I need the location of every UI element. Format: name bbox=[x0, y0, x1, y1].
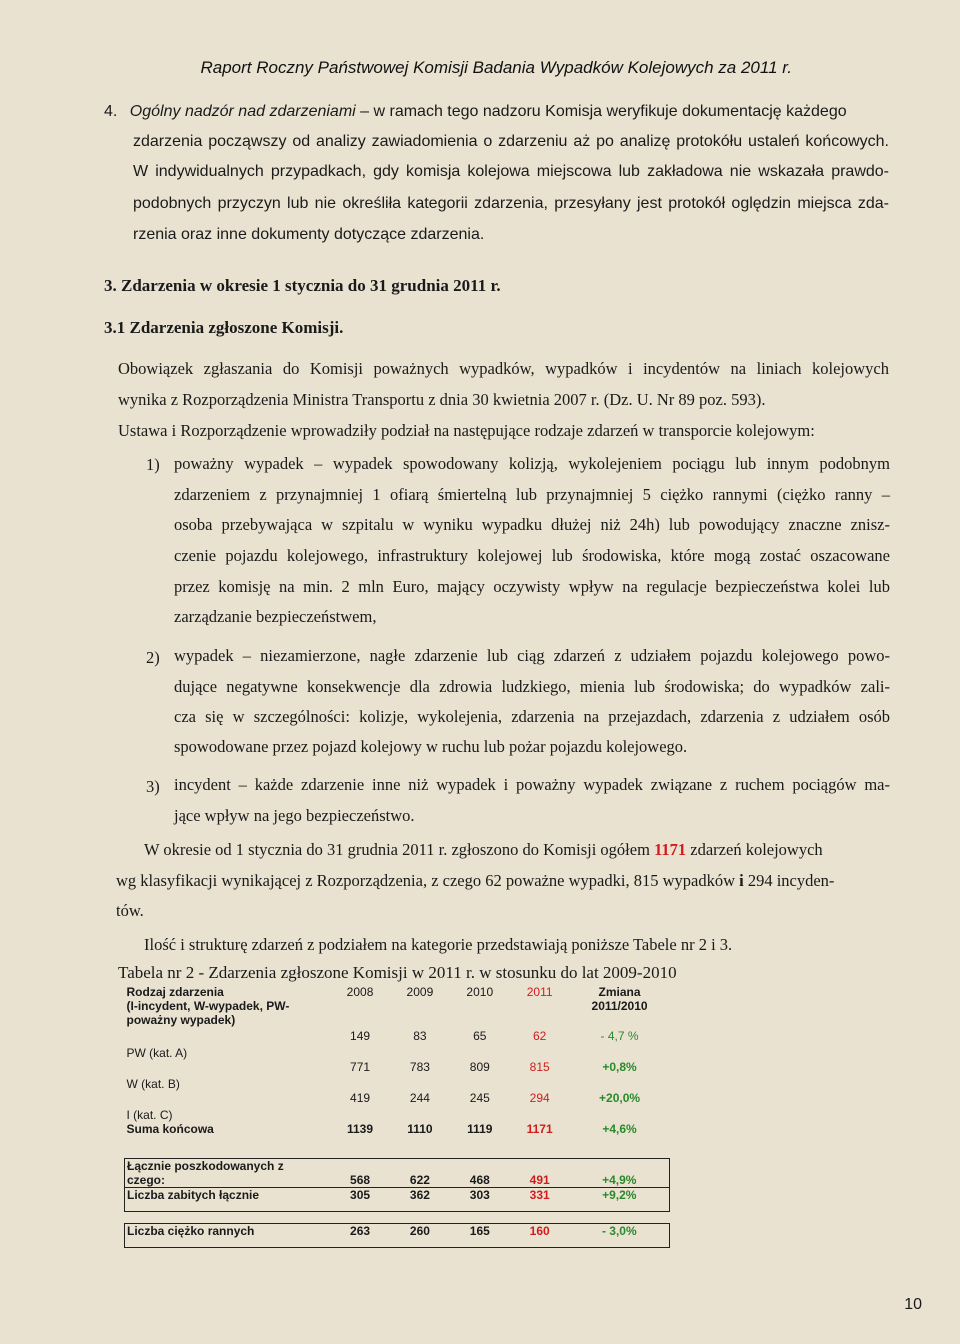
year-header: 2011 bbox=[526, 985, 553, 999]
report-header: Raport Roczny Państwowej Komisji Badania Wypadków Kolejowych za 2011 r. bbox=[200, 58, 792, 77]
header-label: poważny wypadek) bbox=[126, 1013, 236, 1027]
change-cell: - 4,7 % bbox=[600, 1029, 639, 1043]
cell: 83 bbox=[413, 1029, 427, 1043]
injured-label: Łącznie poszkodowanych z bbox=[127, 1158, 284, 1173]
change-cell: +4,6% bbox=[602, 1122, 637, 1136]
intro-line: Ustawa i Rozporządzenie wprowadziły podział na następujące rodzaje zdarzeń w transporcie kolejowym: bbox=[118, 421, 815, 440]
change-cell: - 3,0% bbox=[570, 1223, 670, 1247]
summary-line-1 bbox=[144, 835, 890, 865]
year-header: 2008 bbox=[346, 985, 374, 999]
cell: 1139 bbox=[347, 1122, 374, 1136]
cell: 149 bbox=[350, 1029, 371, 1043]
cell: 294 bbox=[529, 1091, 550, 1105]
list-line: cza się w szczególności: kolizje, wykolejenia, zdarzenia na przejazdach, zdarzenia z udziałem osób bbox=[174, 707, 890, 726]
cell: 303 bbox=[450, 1187, 510, 1211]
table-row bbox=[125, 1029, 670, 1060]
year-header: 2009 bbox=[406, 985, 434, 999]
change-header bbox=[570, 985, 670, 1029]
change-cell: +0,8% bbox=[602, 1060, 637, 1074]
heading-section-3: 3. Zdarzenia w okresie 1 stycznia do 31 grudnia 2011 r. bbox=[104, 276, 501, 295]
list-line: zarządzanie bezpieczeństwem, bbox=[174, 607, 377, 626]
row-label: Liczba ciężko rannych bbox=[125, 1223, 331, 1247]
change-cell: +4,9% bbox=[570, 1158, 670, 1187]
cell: 568 bbox=[330, 1158, 390, 1187]
list-line: zdarzeniem z przynajmniej 1 ofiarą śmiertelną lub przynajmniej 5 ciężko rannymi (ciężko ranny – bbox=[174, 485, 890, 504]
section4-line: podobnych przyczyn lub nie określiła kategorii zdarzenia, przesyłany jest protokół oględzin miejsca zda- bbox=[133, 195, 889, 212]
year-header: 2010 bbox=[466, 985, 494, 999]
list-number: 2) bbox=[146, 648, 160, 667]
cell: 165 bbox=[450, 1223, 510, 1247]
table-row bbox=[125, 1060, 670, 1091]
row-label: W (kat. B) bbox=[126, 1077, 180, 1091]
cell: 362 bbox=[390, 1187, 450, 1211]
change-label: 2011/2010 bbox=[591, 999, 648, 1013]
section4-line: zdarzenia począwszy od analizy zawiadomienia o zdarzeniu aż po analizę protokółu ustaleń końcowych. bbox=[133, 133, 889, 150]
list-number: 3) bbox=[146, 777, 160, 796]
list-line: poważny wypadek – wypadek spowodowany kolizją, wykolejeniem pociągu lub innym podobnym bbox=[174, 454, 890, 473]
list-line: osoba przebywająca w szpitalu w wyniku wypadku dłużej niż 24h) lub powodujący znaczne znisz- bbox=[174, 515, 890, 534]
total-events: 1171 bbox=[654, 840, 687, 859]
cell: 622 bbox=[390, 1158, 450, 1187]
cell: 65 bbox=[473, 1029, 487, 1043]
injured-row bbox=[125, 1158, 670, 1187]
cell: 160 bbox=[510, 1223, 570, 1247]
heading-section-3-1: 3.1 Zdarzenia zgłoszone Komisji. bbox=[104, 318, 344, 337]
cell: 468 bbox=[450, 1158, 510, 1187]
list-line: dujące negatywne konsekwencje dla zdrowia ludzkiego, mienia lub środowiska; do wypadków zali- bbox=[174, 677, 890, 696]
cell: 815 bbox=[529, 1060, 550, 1074]
summary-line-3: tów. bbox=[116, 901, 144, 920]
cell: 771 bbox=[350, 1060, 371, 1074]
summary-text: zdarzeń kolejowych bbox=[686, 840, 823, 859]
list-number: 1) bbox=[146, 455, 160, 474]
cell: 331 bbox=[510, 1187, 570, 1211]
cell: 263 bbox=[330, 1223, 390, 1247]
section4-first-line bbox=[104, 97, 889, 127]
page-number: 10 bbox=[904, 1296, 922, 1313]
table-row bbox=[125, 1091, 670, 1122]
change-cell: +9,2% bbox=[570, 1187, 670, 1211]
change-cell: +20,0% bbox=[599, 1091, 641, 1105]
cell: 491 bbox=[510, 1158, 570, 1187]
summary-text: W okresie od 1 stycznia do 31 grudnia 2011 r. zgłoszono do Komisji ogółem bbox=[144, 840, 655, 859]
list-line: incydent – każde zdarzenie inne niż wypadek i poważny wypadek związane z ruchem pociągów ma- bbox=[174, 775, 890, 794]
list-line: jące wpływ na jego bezpieczeństwo. bbox=[174, 806, 415, 825]
section4-number: 4. bbox=[104, 103, 118, 120]
section4-line: W indywidualnych przypadkach, gdy komisja kolejowa miejscowa lub zakładowa nie wskazała prawdo- bbox=[133, 163, 889, 180]
summary-text: wg klasyfikacji wynikającej z Rozporządzenia, z czego 62 poważne wypadki, 815 wypadków bbox=[116, 871, 740, 890]
summary-bold-i: i bbox=[739, 871, 744, 890]
summary-text: 294 incyden- bbox=[743, 871, 835, 890]
section4-rest: – w ramach tego nadzoru Komisja weryfikuje dokumentację każdego bbox=[355, 103, 847, 120]
cell: 260 bbox=[390, 1223, 450, 1247]
cell: 1171 bbox=[526, 1122, 553, 1136]
row-label: I (kat. C) bbox=[126, 1108, 173, 1122]
total-row bbox=[125, 1122, 670, 1146]
events-table bbox=[124, 985, 670, 1248]
table-caption: Tabela nr 2 - Zdarzenia zgłoszone Komisji w 2011 r. w stosunku do lat 2009-2010 bbox=[118, 963, 677, 982]
row-label: Liczba zabitych łącznie bbox=[125, 1187, 331, 1211]
list-line: przez komisję na min. 2 mln Euro, mający oczywisty wpływ na regulacje bezpieczeństwa kolei lub bbox=[174, 577, 890, 596]
intro-line: Obowiązek zgłaszania do Komisji poważnych wypadków, wypadków i incydentów na liniach kolejowych bbox=[118, 359, 889, 378]
cell: 244 bbox=[409, 1091, 430, 1105]
section4-line: rzenia oraz inne dokumenty dotyczące zdarzenia. bbox=[133, 226, 485, 243]
cell: 62 bbox=[532, 1029, 547, 1043]
section4-lead: Ogólny nadzór nad zdarzeniami bbox=[129, 103, 356, 120]
row-label bbox=[125, 1158, 331, 1187]
header-label: (I-incydent, W-wypadek, PW- bbox=[126, 999, 290, 1013]
row-label: PW (kat. A) bbox=[126, 1046, 188, 1060]
header-label: Rodzaj zdarzenia bbox=[126, 985, 224, 999]
cell: 305 bbox=[330, 1187, 390, 1211]
header-label-cell bbox=[125, 985, 331, 1029]
summary-line-4: Ilość i strukturę zdarzeń z podziałem na kategorie przedstawiają poniższe Tabele nr 2 i 3. bbox=[144, 935, 733, 954]
cell: 419 bbox=[350, 1091, 371, 1105]
summary-line-2 bbox=[116, 866, 890, 896]
list-line: wypadek – niezamierzone, nagłe zdarzenie lub ciąg zdarzeń z udziałem pojazdu kolejowego powo- bbox=[174, 646, 890, 665]
cell: 1110 bbox=[407, 1122, 433, 1136]
cell: 1119 bbox=[467, 1122, 493, 1136]
list-line: spowodowane przez pojazd kolejowy w ruchu lub pożar pojazdu kolejowego. bbox=[174, 737, 688, 756]
cell: 783 bbox=[409, 1060, 430, 1074]
intro-line: wynika z Rozporządzenia Ministra Transportu z dnia 30 kwietnia 2007 r. (Dz. U. Nr 89 poz. 593). bbox=[118, 390, 766, 409]
injured-label: czego: bbox=[127, 1172, 166, 1187]
cell: 245 bbox=[469, 1091, 490, 1105]
killed-row bbox=[125, 1187, 670, 1211]
cell: 809 bbox=[469, 1060, 490, 1074]
table-header-row bbox=[125, 985, 670, 1029]
change-label: Zmiana bbox=[598, 985, 641, 999]
seriously-injured-row bbox=[125, 1223, 670, 1247]
row-label: Suma końcowa bbox=[126, 1122, 214, 1136]
list-line: czenie pojazdu kolejowego, infrastruktury kolejowej lub środowiska, które mogą zostać oszacowane bbox=[174, 546, 890, 565]
